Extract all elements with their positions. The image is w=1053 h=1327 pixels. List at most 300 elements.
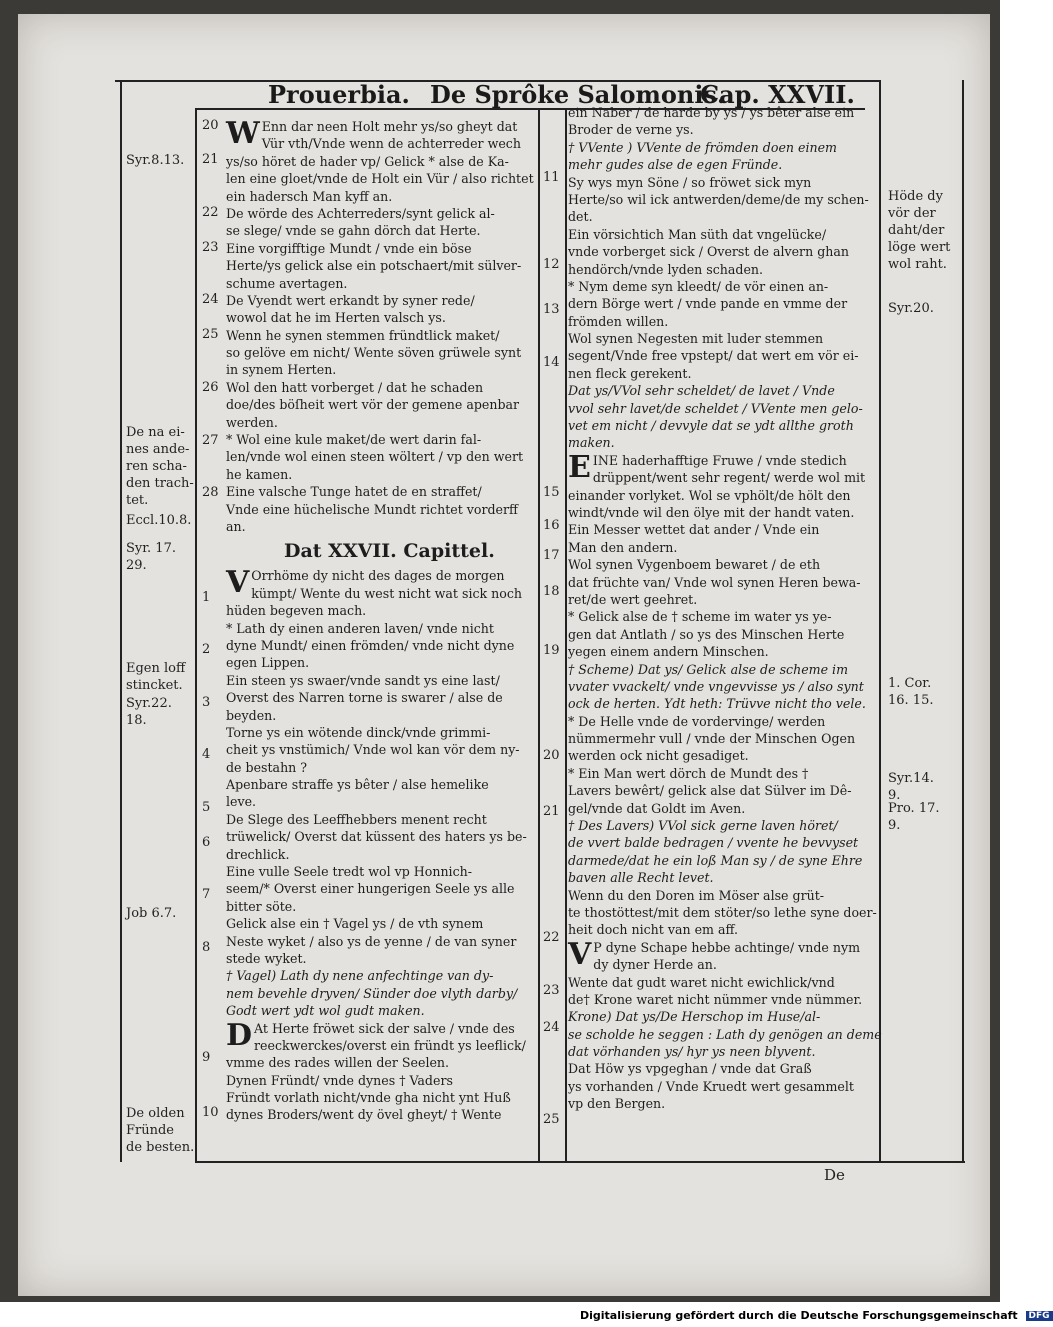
- text-line: [226, 257, 538, 274]
- margin-note-line: ren scha-: [126, 459, 187, 474]
- line-text: einander vorlyket. Wol se vphölt/de hölt den: [568, 487, 851, 503]
- line-text: * Lath dy einen anderen laven/ vnde nicht: [226, 620, 494, 636]
- margin-note-line: 29.: [126, 558, 147, 573]
- line-text: dern Börge wert / vnde pande en vmme der: [568, 296, 848, 312]
- text-line: [568, 191, 880, 208]
- text-line: [568, 765, 880, 782]
- line-text: Dat Höw ys vpgeghan / vnde dat Graß: [568, 1061, 812, 1077]
- drop-initial: V: [226, 565, 250, 601]
- margin-note-line: Syr.22.: [126, 696, 172, 711]
- verse-number: 25: [543, 1112, 560, 1127]
- text-line: [226, 741, 538, 758]
- line-text: Sy wys myn Söne / so fröwet sick myn: [568, 174, 812, 190]
- line-text: Overst des Narren torne is swarer / alse de: [226, 690, 503, 706]
- text-line: [568, 1008, 880, 1025]
- line-text: vmme des rades willen der Seelen.: [226, 1055, 450, 1071]
- line-text: cheit ys vnstümich/ Vnde wol kan vör dem ny-: [226, 742, 520, 758]
- verse-number: 23: [543, 983, 560, 998]
- text-line: [226, 222, 538, 239]
- line-text: dat früchte van/ Vnde wol synen Heren bewa-: [568, 574, 861, 590]
- text-line: [568, 956, 880, 973]
- line-text: gen dat Antlath / so ys des Minschen Herte: [568, 626, 845, 642]
- header-title: De Sprôke Salomonis.: [430, 80, 726, 109]
- text-line: [568, 678, 880, 695]
- text-line: [568, 487, 880, 504]
- line-text: drüppent/went sehr regent/ werde wol mit: [592, 470, 866, 486]
- line-text: gel/vnde dat Goldt im Aven.: [568, 800, 746, 816]
- footer-text: Digitalisierung gefördert durch die Deutsche Forschungsgemeinschaft: [580, 1309, 1018, 1322]
- line-text: Wente dat gudt waret nicht ewichlick/vnd: [568, 974, 835, 990]
- text-line: [568, 869, 880, 886]
- line-text: de vvert balde bedragen / vvente he bevvyset: [568, 835, 859, 851]
- text-line: [568, 104, 880, 121]
- line-text: Wol synen Vygenboem bewaret / de eth: [568, 557, 821, 573]
- verse-number: 20: [543, 748, 560, 763]
- text-line: [226, 501, 538, 518]
- margin-note-line: 9.: [888, 818, 901, 833]
- text-line: [226, 585, 538, 602]
- text-line: [568, 921, 880, 938]
- line-text: Dat XXVII. Capittel.: [284, 540, 495, 563]
- line-text: vp den Bergen.: [568, 1096, 666, 1112]
- line-text: vvater vvackelt/ vnde vngevvisse ys / also synt: [568, 678, 864, 694]
- line-text: Wol den hatt vorberget / dat he schaden: [226, 379, 484, 395]
- line-text: † Vagel) Lath dy nene anfechtinge van dy-: [226, 968, 494, 984]
- line-text: Ein vörsichtich Man süth dat vngelücke/: [568, 226, 827, 242]
- line-text: vnde vorberget sick / Overst de alvern ghan: [568, 244, 849, 260]
- frame-rule-bottom: [195, 1161, 965, 1163]
- drop-initial: E: [568, 449, 591, 485]
- verse-number: 18: [543, 584, 560, 599]
- text-line: [568, 400, 880, 417]
- verse-number: 14: [543, 355, 560, 370]
- line-text: Eine vulle Seele tredt wol vp Honnich-: [226, 864, 473, 880]
- text-line: [568, 1026, 880, 1043]
- line-text: in synem Herten.: [226, 362, 337, 378]
- line-text: Krone) Dat ys/De Herschop im Huse/al-: [568, 1009, 821, 1025]
- line-text: Wenn he synen stemmen fründtlick maket/: [226, 327, 500, 343]
- margin-note-de-na-eines: [126, 424, 194, 509]
- line-text: nem bevehle dryven/ Sünder doe vlyth darby/: [226, 985, 518, 1001]
- text-line: [226, 1089, 538, 1106]
- verse-number: 13: [543, 302, 560, 317]
- line-text: P dyne Schape hebbe achtinge/ vnde nym: [593, 939, 861, 955]
- line-text: Ein Messer wettet dat ander / Vnde ein: [568, 522, 820, 538]
- catchword: De: [824, 1166, 845, 1184]
- line-text: Vnde eine hüchelische Mundt richtet vorderff: [226, 501, 518, 517]
- line-text: drechlick.: [226, 846, 290, 862]
- text-line: [568, 139, 880, 156]
- margin-note-line: wol raht.: [888, 257, 947, 272]
- margin-note-1-cor: [888, 675, 933, 709]
- text-line: [226, 483, 538, 500]
- footer-credit: [580, 1309, 1050, 1322]
- verse-number: 12: [543, 257, 560, 272]
- verse-number: 23: [202, 240, 219, 255]
- line-text: doe/des böſheit wert vör der gemene apenbar: [226, 397, 520, 413]
- text-line: [226, 361, 538, 378]
- text-line: [568, 156, 880, 173]
- text-line: [568, 1043, 880, 1060]
- margin-note-eccl-10-8: [126, 512, 191, 529]
- text-line: [568, 278, 880, 295]
- text-line: [568, 382, 880, 399]
- text-line: [226, 327, 538, 344]
- line-text: De Slege des Leeffhebbers menent recht: [226, 811, 487, 827]
- text-line: [568, 574, 880, 591]
- margin-note-line: 1. Cor.: [888, 676, 932, 691]
- margin-note-line: daht/der: [888, 223, 945, 238]
- margin-note-line: Eccl.10.8.: [126, 513, 192, 528]
- text-line: [568, 974, 880, 991]
- line-text: Herte/ys gelick alse ein potschaert/mit sülver-: [226, 258, 522, 274]
- text-line: [568, 782, 880, 799]
- margin-note-line: nes ande-: [126, 442, 190, 457]
- verse-number: 7: [202, 887, 211, 902]
- margin-note-syr-22-18: [126, 695, 172, 729]
- line-text: ein Naber / de harde by ys / ys bêter alse ein: [568, 105, 855, 120]
- text-line: [226, 759, 538, 776]
- text-line: [226, 689, 538, 706]
- line-text: Dynen Fründt/ vnde dynes † Vaders: [226, 1072, 453, 1088]
- verse-number: 9: [202, 1050, 211, 1065]
- text-line: [568, 243, 880, 260]
- line-text: windt/vnde wil den ölye mit der handt vaten.: [568, 504, 855, 520]
- line-text: se slege/ vnde se gahn dörch dat Herte.: [226, 223, 481, 239]
- line-text: wowol dat he im Herten valsch ys.: [226, 310, 446, 326]
- line-text: De Vyendt wert erkandt by syner rede/: [226, 292, 475, 308]
- text-line: [568, 1095, 880, 1112]
- line-text: Orrhöme dy nicht des dages de morgen: [251, 568, 505, 584]
- line-text: kümpt/ Wente du west nicht wat sick noch: [251, 585, 523, 601]
- line-text: Ein steen ys swaer/vnde sandt ys eine last/: [226, 672, 500, 688]
- text-line: [568, 591, 880, 608]
- line-text: Gelick alse ein † Vagel ys / de vth synem: [226, 916, 484, 932]
- text-line: [568, 208, 880, 225]
- text-line: [226, 292, 538, 309]
- text-line: [568, 504, 880, 521]
- text-line: [226, 828, 538, 845]
- margin-note-line: tet.: [126, 493, 149, 508]
- text-line: [568, 608, 880, 625]
- text-line: [226, 846, 538, 863]
- line-text: nen fleck gerekent.: [568, 365, 692, 381]
- text-line: [568, 991, 880, 1008]
- line-text: schume avertagen.: [226, 275, 348, 291]
- text-line: [226, 135, 538, 152]
- text-line: [226, 776, 538, 793]
- margin-note-line: 16. 15.: [888, 693, 934, 708]
- text-line: [226, 672, 538, 689]
- verse-number: 16: [543, 518, 560, 533]
- chapter-heading: [226, 535, 538, 567]
- verse-number: 21: [202, 152, 219, 167]
- drop-initial: W: [226, 116, 260, 151]
- text-line: [226, 309, 538, 326]
- text-line: [568, 121, 880, 138]
- verse-number: 10: [202, 1105, 219, 1120]
- line-text: † VVente ) VVente de frömden doen einem: [568, 139, 837, 155]
- text-line: [568, 643, 880, 660]
- line-text: ys vorhanden / Vnde Kruedt wert gesammelt: [568, 1078, 854, 1094]
- text-line: [568, 365, 880, 382]
- line-text: Dat ys/VVol sehr scheldet/ de lavet / Vnde: [568, 383, 835, 399]
- text-line: [568, 556, 880, 573]
- line-text: yegen einem andern Minschen.: [568, 644, 769, 660]
- text-line: [226, 602, 538, 619]
- verse-number: 25: [202, 327, 219, 342]
- text-line: [226, 205, 538, 222]
- line-text: * Gelick alse de † scheme im water ys ye-: [568, 609, 832, 625]
- margin-note-line: stincket.: [126, 678, 183, 693]
- line-text: De wörde des Achterreders/synt gelick al-: [226, 205, 495, 221]
- line-text: darmede/dat he ein loß Man sy / de syne Ehre: [568, 852, 863, 868]
- text-line: [226, 170, 538, 187]
- text-line: [568, 295, 880, 312]
- verse-number: 22: [202, 205, 219, 220]
- margin-note-line: De olden: [126, 1106, 185, 1121]
- text-line: [226, 967, 538, 984]
- line-text: te thostöttest/mit dem stöter/so lethe syne doer-: [568, 904, 877, 920]
- verse-number: 20: [202, 118, 219, 133]
- line-text: beyden.: [226, 707, 277, 723]
- margin-note-line: den trach-: [126, 476, 194, 491]
- text-line: [226, 1002, 538, 1019]
- line-text: At Herte fröwet sick der salve / vnde des: [254, 1020, 515, 1036]
- text-line: [226, 275, 538, 292]
- line-text: * Ein Man wert dörch de Mundt des †: [568, 765, 809, 781]
- text-line: [568, 800, 880, 817]
- text-line: [568, 852, 880, 869]
- verse-number: 4: [202, 747, 211, 762]
- margin-rule-left: [120, 82, 122, 1162]
- line-text: Eine valsche Tunge hatet de en straffet/: [226, 484, 482, 500]
- margin-note-line: Egen loff: [126, 661, 186, 676]
- text-line: [568, 174, 880, 191]
- margin-note-syr-14-9: [888, 770, 934, 804]
- text-line: [226, 950, 538, 967]
- text-line: [568, 1060, 880, 1077]
- margin-note-line: 18.: [126, 713, 147, 728]
- margin-note-line: Höde dy: [888, 189, 943, 204]
- line-text: he kamen.: [226, 466, 293, 482]
- margin-note-de-olden-frunde: [126, 1105, 194, 1156]
- margin-note-line: Pro. 17.: [888, 801, 940, 816]
- line-text: egen Lippen.: [226, 655, 310, 671]
- line-text: * De Helle vnde de vordervinge/ werden: [568, 713, 826, 729]
- margin-note-line: Fründe: [126, 1123, 174, 1138]
- verse-number: 2: [202, 642, 211, 657]
- dfg-logo: DFG: [1026, 1311, 1053, 1321]
- line-text: Torne ys ein wötende dinck/vnde grimmi-: [226, 724, 491, 740]
- verse-number: 11: [543, 170, 560, 185]
- verse-number: 24: [202, 292, 219, 307]
- verse-number: 8: [202, 940, 211, 955]
- line-text: * Wol eine kule maket/de wert darin fal-: [226, 432, 482, 448]
- column-divider-left: [538, 108, 540, 1162]
- text-line: [226, 396, 538, 413]
- text-line: [568, 330, 880, 347]
- text-line: [568, 1078, 880, 1095]
- right-text-column: [568, 104, 880, 1113]
- text-line: [226, 1106, 538, 1123]
- line-text: dyne Mundt/ einen frömden/ vnde nicht dyne: [226, 637, 515, 653]
- line-text: trüwelick/ Overst dat küssent des haters ys be-: [226, 829, 527, 845]
- text-line: [226, 414, 538, 431]
- text-line: [226, 863, 538, 880]
- line-text: Man den andern.: [568, 539, 678, 555]
- margin-note-line: Syr.20.: [888, 301, 934, 316]
- margin-note-line: Syr. 17.: [126, 541, 176, 556]
- text-line: [226, 153, 538, 170]
- text-line: [226, 379, 538, 396]
- line-text: baven alle Recht levet.: [568, 870, 714, 886]
- line-text: dy dyner Herde an.: [593, 957, 717, 973]
- line-text: bitter söte.: [226, 898, 297, 914]
- line-text: werden.: [226, 414, 278, 430]
- text-line: [568, 730, 880, 747]
- text-line: [568, 695, 880, 712]
- margin-note-line: Job 6.7.: [126, 906, 177, 921]
- text-line: [568, 347, 880, 364]
- text-line: [226, 1072, 538, 1089]
- line-text: so gelöve em nicht/ Wente söven grüwele synt: [226, 345, 522, 361]
- margin-note-job-6-7: [126, 905, 176, 922]
- header-chapter: Cap. XXVII.: [700, 80, 855, 109]
- line-text: vvol sehr lavet/de scheldet / VVente men gelo-: [568, 400, 863, 416]
- line-text: Broder de verne ys.: [568, 122, 694, 138]
- verse-number: 27: [202, 433, 219, 448]
- text-line: [226, 637, 538, 654]
- frame-rule-left: [195, 108, 197, 1162]
- text-line: [226, 898, 538, 915]
- text-line: [568, 887, 880, 904]
- margin-note-line: Syr.14.: [888, 771, 934, 786]
- text-line: [226, 915, 538, 932]
- margin-note-line: Syr.8.13.: [126, 153, 185, 168]
- line-text: Lavers bewêrt/ gelick alse dat Sülver im Dê-: [568, 783, 852, 799]
- text-line: [568, 904, 880, 921]
- verse-number: 24: [543, 1020, 560, 1035]
- line-text: nümmermehr vull / vnde der Minschen Ogen: [568, 731, 856, 747]
- text-line: [568, 539, 880, 556]
- line-text: vet em nicht / devvyle dat se ydt allthe groth: [568, 418, 854, 434]
- line-text: Vür vth/Vnde wenn de achterreder wech: [261, 136, 521, 152]
- verse-number: 28: [202, 485, 219, 500]
- text-line: [568, 626, 880, 643]
- margin-note-pro-17-9: [888, 800, 940, 834]
- line-text: heit doch nicht van em aff.: [568, 922, 738, 938]
- margin-note-syr-20: [888, 300, 934, 317]
- text-line: [568, 817, 880, 834]
- text-line: [226, 448, 538, 465]
- verse-number: 1: [202, 590, 211, 605]
- header-book-title: Prouerbia.: [268, 80, 410, 109]
- line-text: hendörch/vnde lyden schaden.: [568, 261, 764, 277]
- text-line: [226, 240, 538, 257]
- margin-note-egen-loff: [126, 660, 185, 694]
- line-text: Apenbare straffe ys bêter / alse hemelike: [226, 777, 489, 793]
- text-line: [568, 747, 880, 764]
- line-text: mehr gudes alse de egen Fründe.: [568, 157, 783, 173]
- line-text: Eine vorgifftige Mundt / vnde ein böse: [226, 240, 472, 256]
- line-text: Wol synen Negesten mit luder stemmen: [568, 331, 824, 347]
- text-line: [226, 1054, 538, 1071]
- line-text: dat vörhanden ys/ hyr ys neen blyvent.: [568, 1044, 816, 1060]
- text-line: [568, 261, 880, 278]
- text-line: [568, 834, 880, 851]
- line-text: de bestahn ?: [226, 759, 308, 775]
- text-line: [568, 226, 880, 243]
- text-line: [226, 933, 538, 950]
- text-line: [568, 313, 880, 330]
- line-text: seem/* Overst einer hungerigen Seele ys alle: [226, 881, 515, 897]
- line-text: Fründt vorlath nicht/vnde gha nicht ynt Huß: [226, 1090, 511, 1106]
- margin-note-syr-17-29: [126, 540, 176, 574]
- text-line: [568, 417, 880, 434]
- text-line: [226, 188, 538, 205]
- left-text-column: [226, 118, 538, 1124]
- text-line: [226, 811, 538, 828]
- line-text: † Scheme) Dat ys/ Gelick alse de scheme im: [568, 661, 849, 677]
- verse-number: 15: [543, 485, 560, 500]
- line-text: hüden begeven mach.: [226, 603, 367, 619]
- verse-number: 22: [543, 930, 560, 945]
- verse-number: 19: [543, 643, 560, 658]
- drop-initial: D: [226, 1017, 253, 1053]
- text-line: [568, 713, 880, 730]
- margin-note-line: de besten.: [126, 1140, 195, 1155]
- line-text: reeckwerckes/overst ein fründt ys leeflick/: [254, 1037, 526, 1053]
- text-line: [226, 707, 538, 724]
- line-text: † Des Lavers) VVol sick gerne laven höret/: [568, 818, 838, 834]
- text-line: [226, 793, 538, 810]
- margin-note-line: 9.: [888, 788, 901, 803]
- text-line: [226, 1037, 538, 1054]
- line-text: Neste wyket / also ys de yenne / de van syner: [226, 933, 517, 949]
- text-line: [226, 620, 538, 637]
- text-line: [226, 518, 538, 535]
- line-text: dynes Broders/went dy övel gheyt/ † Wente: [226, 1107, 502, 1123]
- margin-note-hode-dy: [888, 188, 950, 273]
- line-text: leve.: [226, 794, 257, 810]
- drop-initial: V: [568, 936, 592, 972]
- line-text: Godt wert ydt wol gudt maken.: [226, 1003, 425, 1019]
- text-line: [226, 724, 538, 741]
- line-text: det.: [568, 209, 593, 225]
- frame-rule-right-outer: [962, 80, 964, 1162]
- margin-note-line: löge wert: [888, 240, 951, 255]
- text-line: [226, 880, 538, 897]
- line-text: an.: [226, 518, 246, 534]
- line-text: de† Krone waret nicht nümmer vnde nümmer.: [568, 991, 863, 1007]
- line-text: len/vnde wol einen steen wöltert / vp den wert: [226, 449, 524, 465]
- text-line: [568, 661, 880, 678]
- margin-note-line: De na ei-: [126, 425, 185, 440]
- line-text: * Nym deme syn kleedt/ de vör einen an-: [568, 278, 829, 294]
- line-text: frömden willen.: [568, 313, 669, 329]
- text-line: [226, 466, 538, 483]
- text-line: [226, 985, 538, 1002]
- line-text: ys/so höret de hader vp/ Gelick * alse de Ka-: [226, 153, 509, 169]
- line-text: ock de herten. Ydt heth: Trüvve nicht tho vele.: [568, 696, 866, 712]
- text-line: [568, 434, 880, 451]
- line-text: INE haderhafftige Fruwe / vnde stedich: [592, 452, 847, 468]
- line-text: ret/de wert geehret.: [568, 591, 698, 607]
- text-line: [568, 521, 880, 538]
- verse-number: 17: [543, 548, 560, 563]
- verse-number: 3: [202, 695, 211, 710]
